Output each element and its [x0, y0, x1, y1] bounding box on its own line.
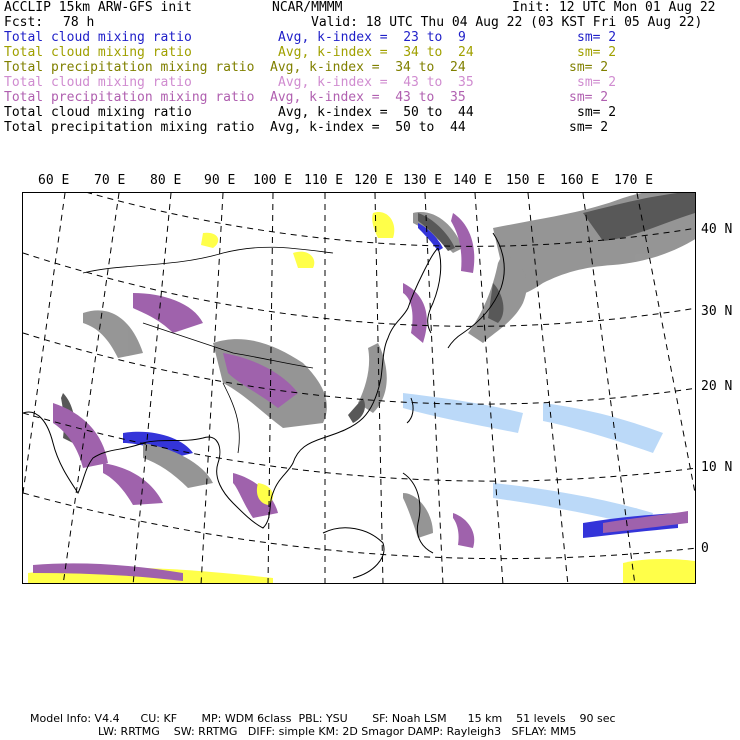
model-info-line1: Model Info: V4.4 CU: KF MP: WDM 6class PBL: YSU SF: Noah LSM 15 km 51 levels 90 sec — [30, 712, 616, 725]
lon-line — [133, 193, 171, 584]
legend-row — [0, 45, 740, 60]
legend-sm: sm= 2 — [577, 75, 617, 90]
legend-sm: sm= 2 — [577, 30, 617, 45]
lat-label: 10 N — [701, 460, 733, 475]
cloud-band-gray — [403, 493, 433, 538]
legend-field: Total precipitation mixing ratio — [4, 120, 255, 135]
cloud-fields — [28, 193, 696, 584]
lon-label: 130 E — [403, 173, 443, 188]
legend-field: Total precipitation mixing ratio — [4, 60, 255, 75]
legend-row — [0, 60, 740, 75]
lon-label: 80 E — [150, 173, 182, 188]
lon-label: 90 E — [204, 173, 236, 188]
legend-sm: sm= 2 — [569, 120, 609, 135]
cloud-yellow — [293, 252, 314, 268]
cloud-yellow — [201, 233, 218, 248]
legend-avg: Avg, k-index = 43 to 35 — [278, 75, 474, 90]
legend-avg: Avg, k-index = 34 to 24 — [270, 60, 466, 75]
lon-line — [201, 193, 223, 584]
fcst-label: Fcst: — [4, 15, 44, 30]
lon-label: 60 E — [38, 173, 70, 188]
cloud-purple — [403, 283, 427, 343]
legend-row — [0, 75, 740, 90]
cloud-purple — [453, 513, 474, 548]
lon-line — [63, 193, 119, 584]
legend-sm: sm= 2 — [577, 105, 617, 120]
lat-label: 40 N — [701, 222, 733, 237]
coastline-borneo — [323, 528, 384, 578]
cloud-yellow — [623, 559, 695, 584]
model-info-line2: LW: RRTMG SW: RRTMG DIFF: simple KM: 2D Smagor DAMP: Rayleigh3 SFLAY: MM5 — [98, 725, 577, 738]
cloud-purple — [53, 403, 108, 468]
cloud-lightblue — [403, 393, 523, 433]
legend-row — [0, 120, 740, 135]
legend-field: Total cloud mixing ratio — [4, 105, 192, 120]
lon-label: 70 E — [94, 173, 126, 188]
legend-row — [0, 90, 740, 105]
lon-label: 120 E — [354, 173, 394, 188]
legend-avg: Avg, k-index = 23 to 9 — [278, 30, 466, 45]
product-title: ACCLIP 15km ARW-GFS init — [4, 0, 192, 15]
legend-avg: Avg, k-index = 43 to 35 — [270, 90, 466, 105]
legend-field: Total cloud mixing ratio — [4, 45, 192, 60]
legend-sm: sm= 2 — [569, 60, 609, 75]
init-time: Init: 12 UTC Mon 01 Aug 22 — [512, 0, 716, 15]
map-panel — [22, 192, 696, 584]
center-title: NCAR/MMMM — [272, 0, 343, 15]
lon-label: 150 E — [506, 173, 546, 188]
legend-avg: Avg, k-index = 50 to 44 — [278, 105, 474, 120]
fcst-value: 78 h — [63, 15, 95, 30]
legend-sm: sm= 2 — [569, 90, 609, 105]
cloud-band-gray — [83, 310, 143, 358]
legend-field: Total cloud mixing ratio — [4, 75, 192, 90]
cloud-lightblue — [543, 403, 663, 453]
lon-label: 100 E — [253, 173, 293, 188]
lon-label: 170 E — [614, 173, 654, 188]
valid-time: Valid: 18 UTC Thu 04 Aug 22 (03 KST Fri 05 Aug 22) — [311, 15, 703, 30]
cloud-purple — [103, 463, 163, 505]
legend-avg: Avg, k-index = 34 to 24 — [278, 45, 474, 60]
legend-row — [0, 30, 740, 45]
map-canvas — [23, 193, 696, 584]
legend-field: Total precipitation mixing ratio — [4, 90, 255, 105]
cloud-purple — [133, 293, 203, 333]
lat-label: 20 N — [701, 379, 733, 394]
legend-field: Total cloud mixing ratio — [4, 30, 192, 45]
lon-line — [23, 193, 65, 493]
lon-label: 140 E — [453, 173, 493, 188]
legend-avg: Avg, k-index = 50 to 44 — [270, 120, 466, 135]
legend-sm: sm= 2 — [577, 45, 617, 60]
lat-label: 0 — [701, 541, 709, 556]
lat-label: 30 N — [701, 304, 733, 319]
lon-label: 160 E — [560, 173, 600, 188]
border — [223, 383, 239, 453]
legend-row — [0, 105, 740, 120]
lon-label: 110 E — [304, 173, 344, 188]
